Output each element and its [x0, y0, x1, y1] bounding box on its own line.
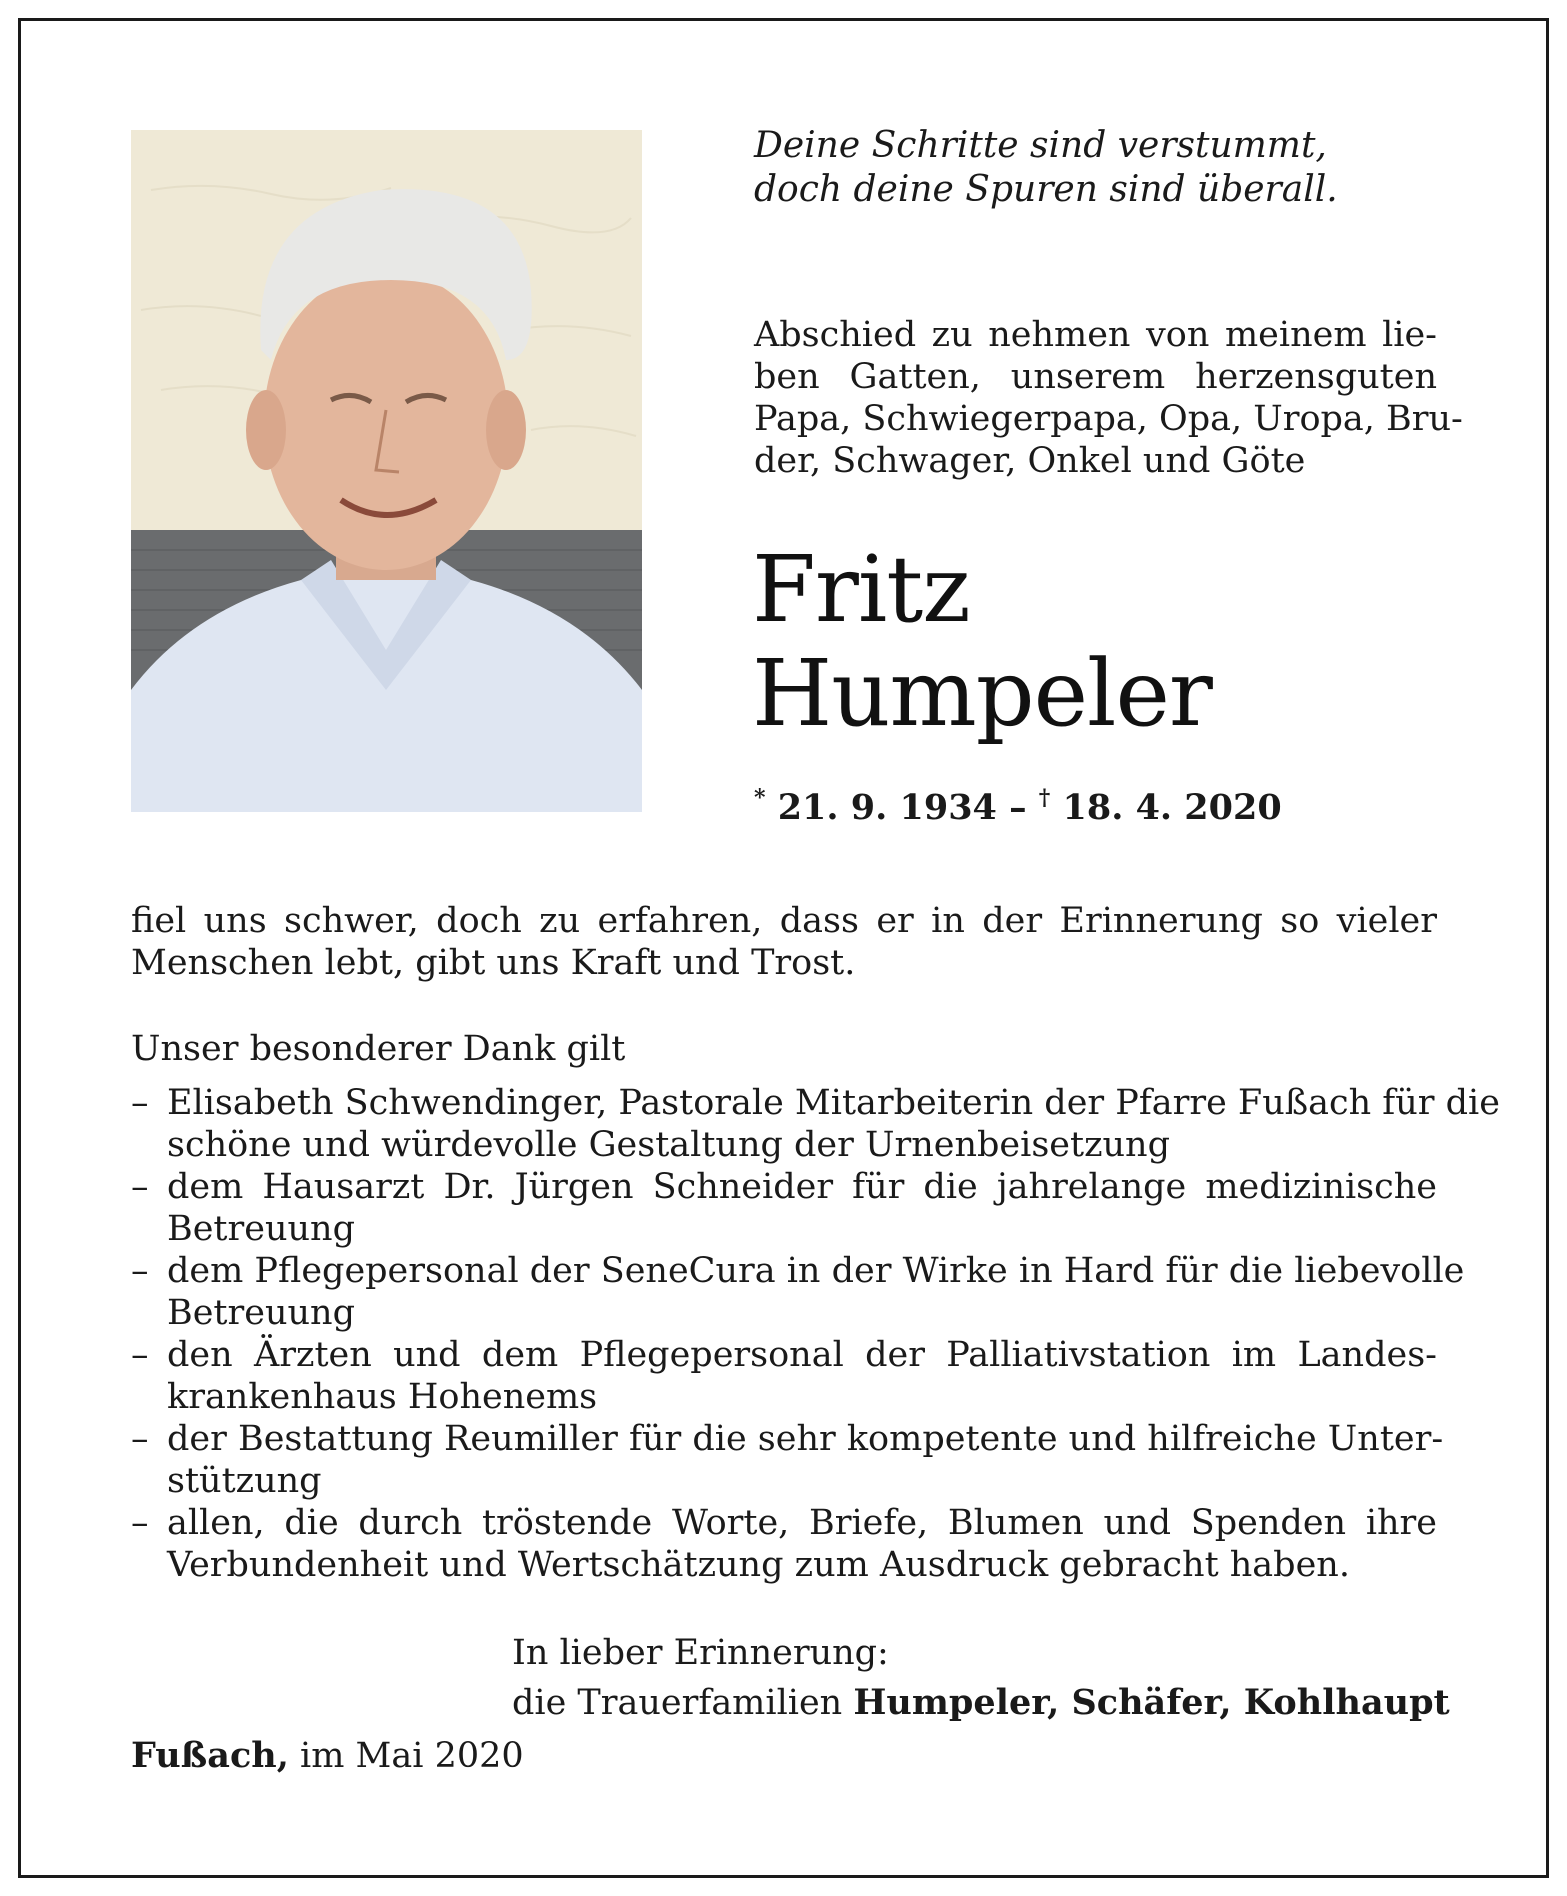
place-month: im Mai 2020 [300, 1736, 524, 1776]
closing-line-2 [512, 1678, 1450, 1728]
thanks-line: schöne und würdevolle Gestaltung der Urnenbeisetzung [167, 1125, 1171, 1165]
thanks-list [131, 1082, 1500, 1586]
thanks-item [131, 1334, 1437, 1418]
thanks-item [131, 1418, 1444, 1502]
body-line: Menschen lebt, gibt uns Kraft und Trost. [131, 943, 856, 983]
intro-paragraph [754, 314, 1463, 482]
intro-line: Papa, Schwiegerpapa, Opa, Uropa, Bru- [754, 399, 1463, 439]
intro-line: ben Gatten, unserem herzensguten [754, 357, 1437, 397]
thanks-line: Betreuung [167, 1293, 355, 1333]
thanks-line: den Ärzten und dem Pflegepersonal der Palliativstation im Landes- [167, 1335, 1437, 1375]
thanks-line: dem Pflegepersonal der SeneCura in der Wirke in Hard für die liebevolle [167, 1251, 1465, 1291]
thanks-item [131, 1502, 1437, 1586]
birth-symbol: * [754, 785, 766, 811]
thanks-line: krankenhaus Hohenems [167, 1377, 598, 1417]
portrait-image [131, 130, 642, 812]
list-dash: – [131, 1503, 149, 1543]
date-separator: – [1009, 787, 1027, 828]
death-date: 18. 4. 2020 [1062, 787, 1282, 828]
last-name: Humpeler [752, 640, 1212, 747]
motto-line-1: Deine Schritte sind verstummt, [754, 125, 1327, 166]
closing-line-1: In lieber Erinnerung: [512, 1633, 889, 1673]
life-dates [754, 776, 1282, 830]
body-line: fiel uns schwer, doch zu erfahren, dass er in der Erinnerung so vieler [131, 901, 1437, 941]
list-dash: – [131, 1167, 149, 1207]
thanks-line: Elisabeth Schwendinger, Pastorale Mitarbeiterin der Pfarre Fußach für die [167, 1083, 1500, 1123]
closing-prefix: die Trauerfamilien [512, 1683, 843, 1723]
thanks-line: stützung [167, 1461, 322, 1501]
thanks-item [131, 1250, 1465, 1334]
death-symbol: † [1038, 785, 1051, 811]
thanks-item [131, 1166, 1437, 1250]
thanks-line: dem Hausarzt Dr. Jürgen Schneider für die jahrelange medizinische [167, 1167, 1437, 1207]
motto-line-2: doch deine Spuren sind überall. [754, 169, 1338, 210]
list-dash: – [131, 1083, 149, 1123]
motto-quote [754, 124, 1444, 212]
family-names: Humpeler, Schäfer, Kohlhaupt [853, 1682, 1450, 1723]
birth-date: 21. 9. 1934 [777, 787, 997, 828]
first-name: Fritz [752, 536, 970, 643]
thanks-line: allen, die durch tröstende Worte, Briefe, Blumen und Spenden ihre [167, 1503, 1437, 1543]
thanks-heading: Unser besonderer Dank gilt [131, 1029, 626, 1069]
place-date [131, 1734, 524, 1778]
portrait-photo [131, 130, 642, 812]
list-dash: – [131, 1419, 149, 1459]
closing-signature [512, 1628, 1450, 1728]
thanks-item [131, 1082, 1500, 1166]
intro-line: der, Schwager, Onkel und Göte [754, 441, 1306, 481]
place-town: Fußach, [131, 1735, 289, 1776]
list-dash: – [131, 1335, 149, 1375]
list-dash: – [131, 1251, 149, 1291]
deceased-name [752, 538, 1212, 746]
thanks-line: Verbundenheit und Wertschätzung zum Ausdruck gebracht haben. [167, 1545, 1350, 1585]
thanks-line: der Bestattung Reumiller für die sehr kompetente und hilfreiche Unter- [167, 1419, 1444, 1459]
thanks-line: Betreuung [167, 1209, 355, 1249]
body-paragraph [131, 900, 1437, 984]
intro-line: Abschied zu nehmen von meinem lie- [754, 315, 1437, 355]
